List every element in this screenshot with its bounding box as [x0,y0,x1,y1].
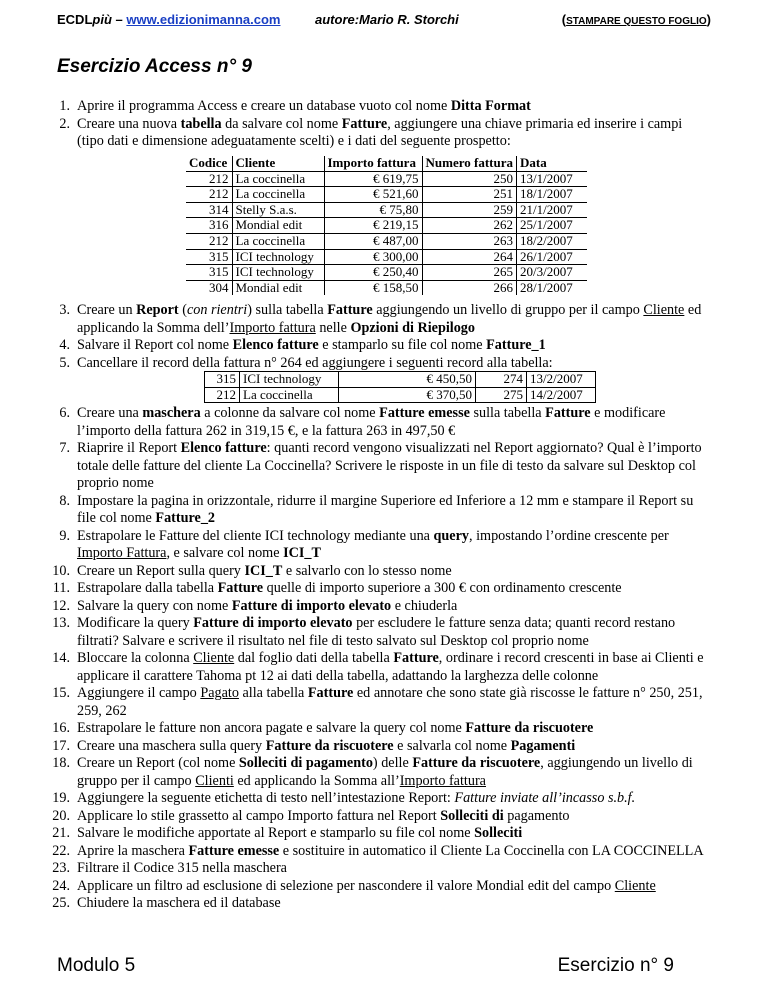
step-item [20,650,710,685]
table-cell: € 300,00 [324,249,422,265]
step-number: 1. [59,98,70,114]
footer-module: Modulo 5 [57,955,136,976]
step-text [77,825,710,843]
steps-list-c [20,405,710,913]
step-number: 13. [52,615,70,631]
author-text: autore:Mario R. Storchi [315,12,459,27]
step-number: 10. [52,562,70,579]
step-text-part: : quanti record vengono visualizzati nel Report aggiornato? Qual è l’importo totale delle fatture del cliente La Coccinella? Scrivere le risposte in un file di testo da salvare sul Desktop col proprio nome [77,440,702,491]
step-text-part: con rientri [186,302,248,318]
step-item [20,116,710,151]
step-text-part: Fatture di importo elevato [193,615,353,631]
print-open: ( [561,12,567,27]
table-cell: € 487,00 [324,233,422,249]
step-text-part: , impostando l’ordine crescente per [469,527,669,544]
step-item [20,720,710,738]
step-text-part: Aggiungere il campo [77,685,201,701]
step-text-part: e salvarlo con lo stesso nome [282,562,452,579]
step-text-part: Importo Fattura [77,545,167,561]
step-number: 22. [52,842,70,859]
table-cell: € 521,60 [324,187,422,203]
step-text-part: Estrapolare dalla tabella [77,580,218,596]
step-text-part: quelle di importo superiore a 300 € con ordinamento crescente [263,580,622,596]
step-text-part: Estrapolare le fatture non ancora pagate e salvare la query col nome [77,720,466,736]
step-text-part: Solleciti [474,825,523,841]
table-cell: Mondial edit [232,280,324,295]
step-number: 12. [52,597,70,614]
table-cell: 304 [186,280,232,295]
step-text-part: ) sulla tabella [247,302,328,318]
table-cell: 13/1/2007 [517,171,587,187]
table-cell: 18/1/2007 [517,187,587,203]
step-text-part: maschera [142,405,201,421]
brand-text: ECDL [57,12,93,27]
header-dash: – [115,12,123,27]
step-item [20,860,710,878]
table-cell: 20/3/2007 [517,265,587,281]
step-number: 24. [52,877,70,894]
step-number: 14. [52,650,70,666]
step-text-part: , ordinare i record crescenti in base ai Clienti e applicare il carattere Tahoma pt 12 ai dati della tabella, adattando la larghezza delle colonne [77,650,704,684]
step-text-part: Cliente [193,650,235,666]
print-note [562,12,711,27]
step-item [20,337,710,355]
table-cell: 263 [422,233,517,249]
step-text-part: dal foglio dati della tabella [234,650,394,666]
table-cell: 265 [422,265,517,281]
table-cell: La coccinella [232,187,324,203]
step-item [20,493,710,528]
step-text [77,685,710,720]
step-text-part: e stamparlo su file col nome [318,337,487,353]
step-text-part: Clienti [195,772,234,789]
step-text [77,598,710,616]
table-cell: 26/1/2007 [517,249,587,265]
step-text [77,738,710,756]
step-text [77,895,710,913]
step-text-part: Solleciti di pagamento [238,755,373,771]
step-text [77,808,710,826]
step-item [20,843,710,861]
column-header: Cliente [232,156,324,171]
step-number: 25. [52,895,70,911]
step-text-part: Importo fattura [399,772,486,789]
table-cell: 212 [186,171,232,187]
table-cell: 259 [422,202,517,218]
step-text-part: Fatture [327,302,373,318]
step-text-part: Riaprire il Report [77,440,181,456]
step-text-part: e salvarla col nome [393,737,511,754]
step-text-part: , e salvare col nome [166,545,284,561]
table-row [186,218,587,234]
table-cell: Stelly S.a.s. [232,202,324,218]
step-text-part: query [433,527,469,544]
step-text-part: Applicare lo stile grassetto al campo Importo fattura nel Report [77,807,441,824]
table-cell: La coccinella [232,233,324,249]
step-number: 20. [52,807,70,824]
table-row [205,372,596,388]
step-text-part: sulla tabella [469,405,546,421]
table-cell: € 450,50 [339,372,476,388]
step-text [77,355,710,373]
step-text-part: ed applicando la Somma all’ [233,772,400,789]
step-item [20,755,710,790]
column-header: Importo fattura [324,156,422,171]
step-item [20,790,710,808]
step-text-part: Aggiungere la seguente etichetta di testo nell’intestazione Report: [77,790,455,806]
step-number: 8. [59,492,70,509]
step-text-part: Chiudere la maschera ed il database [77,895,281,911]
step-item [20,685,710,720]
table-cell: € 250,40 [324,265,422,281]
step-text-part: Report [136,302,179,318]
step-text-part: Fatture_1 [486,337,546,353]
table-row [186,265,587,281]
step-item [20,808,710,826]
table-cell: 18/2/2007 [517,233,587,249]
step-item [20,98,710,116]
step-number: 15. [52,685,70,701]
step-text-part: ed applicando la Somma dell’ [77,302,702,336]
step-number: 9. [59,527,70,544]
step-text-part: Bloccare la colonna [77,650,194,666]
step-text [77,580,710,598]
step-text-part: a colonne da salvare col nome [200,405,380,421]
table-cell: 266 [422,280,517,295]
step-item [20,302,710,337]
step-item [20,615,710,650]
table-cell: La coccinella [232,171,324,187]
step-text-part: Creare un Report (col nome [77,755,239,771]
step-text-part: Fatture emesse [379,405,470,421]
step-text-part: Fatture_2 [155,510,216,526]
step-text-part: Creare un [77,302,137,318]
step-text-part: Solleciti di [440,807,504,824]
step-text-part: Salvare le modifiche apportate al Report e stamparlo su file col nome [77,825,475,841]
step-text-part: Creare una nuova [77,115,181,132]
step-item [20,825,710,843]
footer-exercise: Esercizio n° 9 [557,955,674,976]
step-item [20,528,710,563]
step-item [20,440,710,493]
step-text [77,790,710,808]
step-text [77,860,710,878]
page-title: Esercizio Access n° 9 [57,56,252,77]
step-number: 11. [52,580,70,596]
steps-list-a [20,98,710,151]
step-item [20,355,710,373]
step-text-part: Fatture [217,580,264,596]
table-cell: 274 [476,372,527,388]
step-text-part: alla tabella [238,685,308,701]
table-row [186,187,587,203]
step-text-part: Filtrare il Codice 315 nella maschera [77,860,287,876]
step-text-part: Creare una [77,405,143,421]
table-cell: 212 [205,387,240,403]
table-cell: 13/2/2007 [527,372,596,388]
step-text-part: Elenco fatture [232,337,319,353]
step-item [20,563,710,581]
table-row [186,280,587,295]
table-row [205,387,596,403]
step-text-part: Fatture [545,405,591,421]
step-number: 2. [59,115,70,132]
step-text-part: e modificare l’importo della fattura 262 in 319,15 €, e la fattura 263 in 497,50 € [77,405,666,439]
step-text [77,878,710,896]
step-text-part: Aprire il programma Access e creare un database vuoto col nome [77,98,451,114]
step-text [77,98,710,116]
step-text-part: Applicare un filtro ad esclusione di selezione per nascondere il valore Mondial edit del campo [77,877,615,894]
data-table [186,156,587,295]
step-text-part: Creare una maschera sulla query [77,737,266,754]
step-text-part: Impostare la pagina in orizzontale, ridurre il margine Superiore ed Inferiore a 12 mm e stampare il Report su file col nome [77,492,694,526]
step-text [77,650,710,685]
step-item [20,878,710,896]
table-cell: 315 [186,249,232,265]
step-text-part: Cancellare il record della fattura n° 264 ed aggiungere i seguenti record alla tabella: [77,354,553,371]
step-text [77,528,710,563]
table-cell: 264 [422,249,517,265]
step-text [77,843,710,861]
step-text-part: Cliente [614,877,656,894]
step-text-part: aggiungendo un livello di gruppo per il campo [372,302,644,318]
step-text-part: Elenco fatture [180,440,267,456]
table-cell: 316 [186,218,232,234]
table-cell: ICI technology [240,372,339,388]
table-cell: 315 [205,372,240,388]
print-close: ) [706,12,711,27]
step-text-part: pagamento [503,807,570,824]
step-text-part: ICI_T [283,545,321,561]
step-text-part: ed annotare che sono state già riscosse le fatture n° 250, 251, 259, 262 [77,685,703,719]
table-cell: ICI technology [232,249,324,265]
step-number: 17. [52,737,70,754]
step-number: 7. [59,440,70,456]
table-cell: 275 [476,387,527,403]
step-text [77,563,710,581]
print-label: STAMPARE QUESTO FOGLIO [566,16,707,27]
step-text-part: tabella [180,115,222,132]
table-cell: ICI technology [232,265,324,281]
step-item [20,738,710,756]
step-text [77,493,710,528]
table-cell: € 619,75 [324,171,422,187]
step-text-part: Aprire la maschera [77,842,189,859]
step-text-part: Ditta Format [450,98,531,114]
step-text-part: Cliente [643,302,685,318]
step-text-part: ICI_T [244,562,283,579]
table-cell: 315 [186,265,232,281]
table-cell: 262 [422,218,517,234]
table-cell: 14/2/2007 [527,387,596,403]
step-text-part: Fatture inviate all’incasso s.b.f. [454,790,636,806]
step-text-part: da salvare col nome [221,115,342,132]
step-text-part: Fatture [307,685,354,701]
step-text-part: Fatture da riscuotere [412,755,541,771]
header-site [57,12,280,27]
step-text [77,440,710,493]
step-text-part: Fatture di importo elevato [231,597,392,614]
step-number: 21. [52,825,70,841]
step-number: 5. [59,354,70,371]
step-text-part: per escludere le fatture senza data; quanti record restano filtrati? Salvare e scrivere il risultato nel file di testo salvato sul Desktop col proprio nome [77,615,676,649]
table-cell: 28/1/2007 [517,280,587,295]
step-item [20,598,710,616]
table-cell: € 219,15 [324,218,422,234]
step-text [77,337,710,355]
step-number: 4. [59,337,70,353]
step-item [20,895,710,913]
table-cell: 212 [186,233,232,249]
step-item [20,580,710,598]
table-cell: 212 [186,187,232,203]
step-text-part: Fatture emesse [188,842,280,859]
table-cell: La coccinella [240,387,339,403]
table-cell: € 158,50 [324,280,422,295]
step-text [77,615,710,650]
step-text-part: Modificare la query [77,615,194,631]
step-number: 23. [52,860,70,876]
table-cell: 250 [422,171,517,187]
step-text-part: e chiuderla [391,597,458,614]
column-header: Codice [189,155,228,170]
step-text-part: , aggiungere una chiave primaria ed inserire i campi (tipo dati e dimensione adeguatamente scelti) e i dati del seguente prospetto: [77,115,683,149]
step-item [20,405,710,440]
brand-suffix: più [92,12,112,27]
step-text-part: Fatture [393,650,439,666]
table-cell: € 75,80 [324,202,422,218]
step-text-part: e sostituire in automatico il Cliente La Coccinella con LA COCCINELLA [279,842,704,859]
table-cell: Mondial edit [232,218,324,234]
step-text-part: Fatture da riscuotere [465,720,594,736]
step-text [77,116,710,151]
step-text [77,755,710,790]
step-text-part: Salvare la query con nome [77,597,232,614]
step-text-part: ( [178,302,187,318]
step-text-part: Creare un Report sulla query [77,562,245,579]
step-text-part: , aggiungendo un livello di gruppo per il campo [77,755,693,789]
step-text-part: Fatture [341,115,388,132]
additional-records-table [204,371,596,403]
step-number: 3. [59,302,70,318]
table-row [186,249,587,265]
table-row [186,202,587,218]
column-header: Data [517,156,587,171]
step-text-part: Fatture da riscuotere [265,737,394,754]
step-number: 6. [59,405,70,421]
step-text [77,405,710,440]
step-number: 19. [52,790,70,806]
step-text-part: Salvare il Report col nome [77,337,233,353]
step-text-part: Importo fattura [229,319,316,336]
table-cell: 314 [186,202,232,218]
table-row [186,171,587,187]
table-cell: € 370,50 [339,387,476,403]
step-text [77,720,710,738]
step-text-part: Estrapolare le Fatture del cliente ICI technology mediante una [77,527,434,544]
table-cell: 251 [422,187,517,203]
step-text [77,302,710,337]
table-row [186,233,587,249]
site-link[interactable]: www.edizionimanna.com [126,12,281,27]
step-text-part: Pagamenti [510,737,576,754]
table-cell: 21/1/2007 [517,202,587,218]
step-text-part: Pagato [200,685,239,701]
table-header-row [186,156,587,171]
step-number: 16. [52,720,70,736]
step-text-part: Opzioni di Riepilogo [350,319,475,336]
step-text-part: ) delle [372,755,413,771]
step-number: 18. [52,755,70,771]
table-cell: 25/1/2007 [517,218,587,234]
column-header: Numero fattura [422,156,517,171]
step-text-part: nelle [315,319,351,336]
page-header [57,10,711,30]
steps-list-b [20,302,710,372]
